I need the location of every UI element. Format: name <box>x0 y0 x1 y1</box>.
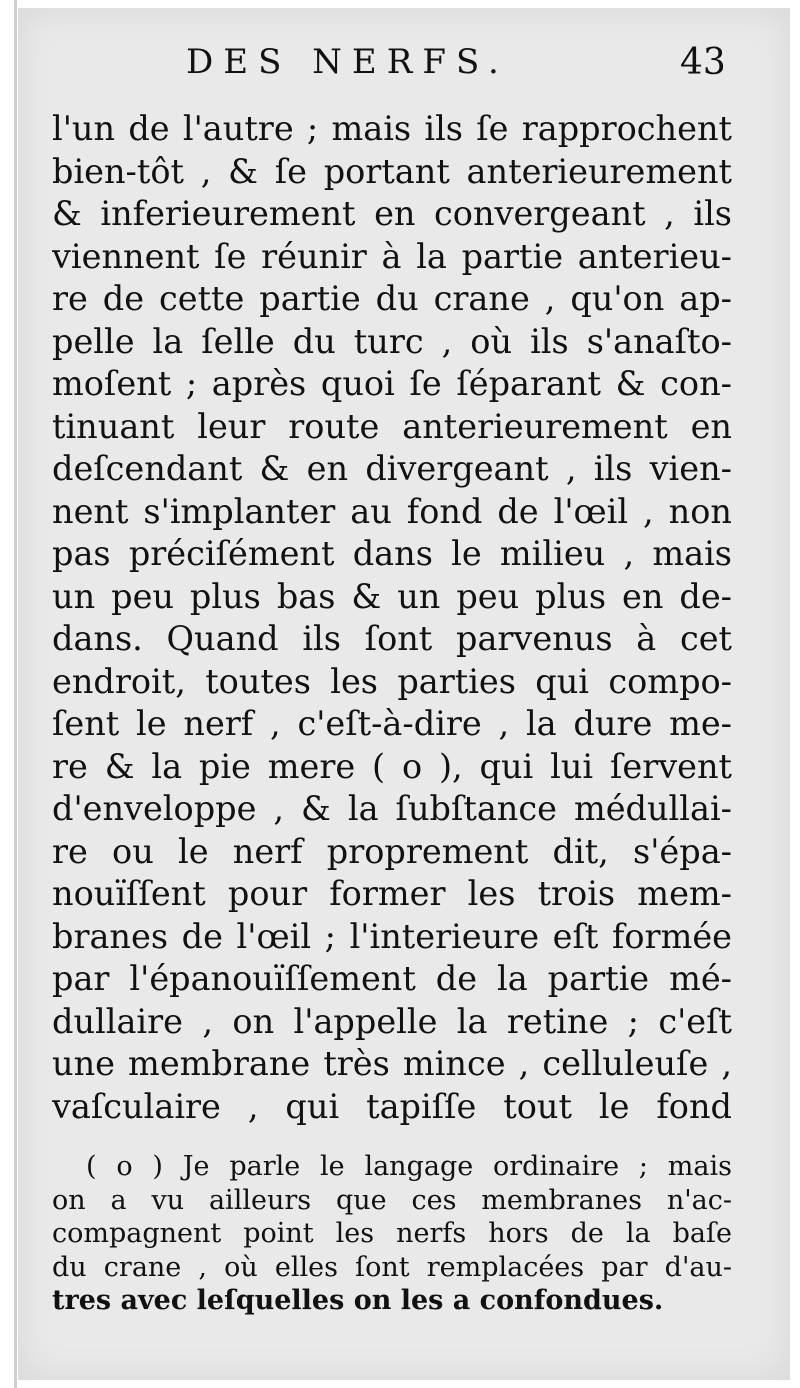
text-line: branes de l'œil ; l'interieure eſt formée <box>52 916 732 956</box>
main-text <box>52 108 732 1128</box>
text-line: dullaire , on l'appelle la retine ; c'eſt <box>52 1001 732 1041</box>
footnote-line: ( o ) Je parle le langage ordinaire ; mais <box>86 1151 732 1182</box>
footnote <box>52 1150 732 1318</box>
footnote-line: tres avec leſquelles on les a confondues. <box>52 1285 664 1316</box>
text-line: endroit, toutes les parties qui compo- <box>52 661 732 701</box>
text-line: tinuant leur route anterieurement en <box>52 406 732 446</box>
page-number: 43 <box>680 42 726 83</box>
running-title: DES NERFS. <box>186 42 509 82</box>
footnote-line: on a vu ailleurs que ces membranes n'ac- <box>52 1184 732 1216</box>
text-line: nouïſſent pour former les trois mem- <box>52 874 732 913</box>
text-line: d'enveloppe , & la ſubſtance médullai- <box>52 789 732 828</box>
text-line: dans. Quand ils ſont parvenus à cet <box>52 619 732 658</box>
text-line: une membrane très mince , celluleuſe , <box>52 1044 732 1083</box>
page-edge <box>14 0 17 1388</box>
text-line: vaſculaire , qui tapiſſe tout le fond <box>52 1086 732 1126</box>
text-line: par l'épanouïſſement de la partie mé- <box>52 959 732 998</box>
text-line: re de cette partie du crane , qu'on ap- <box>52 279 732 318</box>
text-line: deſcendant & en divergeant , ils vien- <box>52 449 732 488</box>
text-line: re & la pie mere ( o ), qui lui ſervent <box>52 746 732 786</box>
footnote-line: compagnent point les nerfs hors de la baſe <box>52 1218 732 1249</box>
text-line: bien-tôt , & ſe portant anterieurement <box>52 151 732 191</box>
text-line: pelle la ſelle du turc , où ils s'anaſto- <box>52 321 732 361</box>
text-line: viennent ſe réunir à la partie anterieu- <box>52 236 732 276</box>
text-line: & inferieurement en convergeant , ils <box>52 194 732 233</box>
text-line: ſent le nerf , c'eſt-à-dire , la dure me- <box>52 704 732 743</box>
text-line: pas préciſément dans le milieu , mais <box>52 534 732 573</box>
text-line: l'un de l'autre ; mais ils ſe rapprochent <box>52 109 732 148</box>
text-line: nent s'implanter au fond de l'œil , non <box>52 491 732 531</box>
text-line: un peu plus bas & un peu plus en de- <box>52 576 732 616</box>
page-header <box>0 42 800 92</box>
text-line: re ou le nerf proprement dit, s'épa- <box>52 831 732 871</box>
text-line: moſent ; après quoi ſe ſéparant & con- <box>52 364 732 403</box>
footnote-line: du crane , où elles ſont remplacées par d'au- <box>52 1251 732 1283</box>
